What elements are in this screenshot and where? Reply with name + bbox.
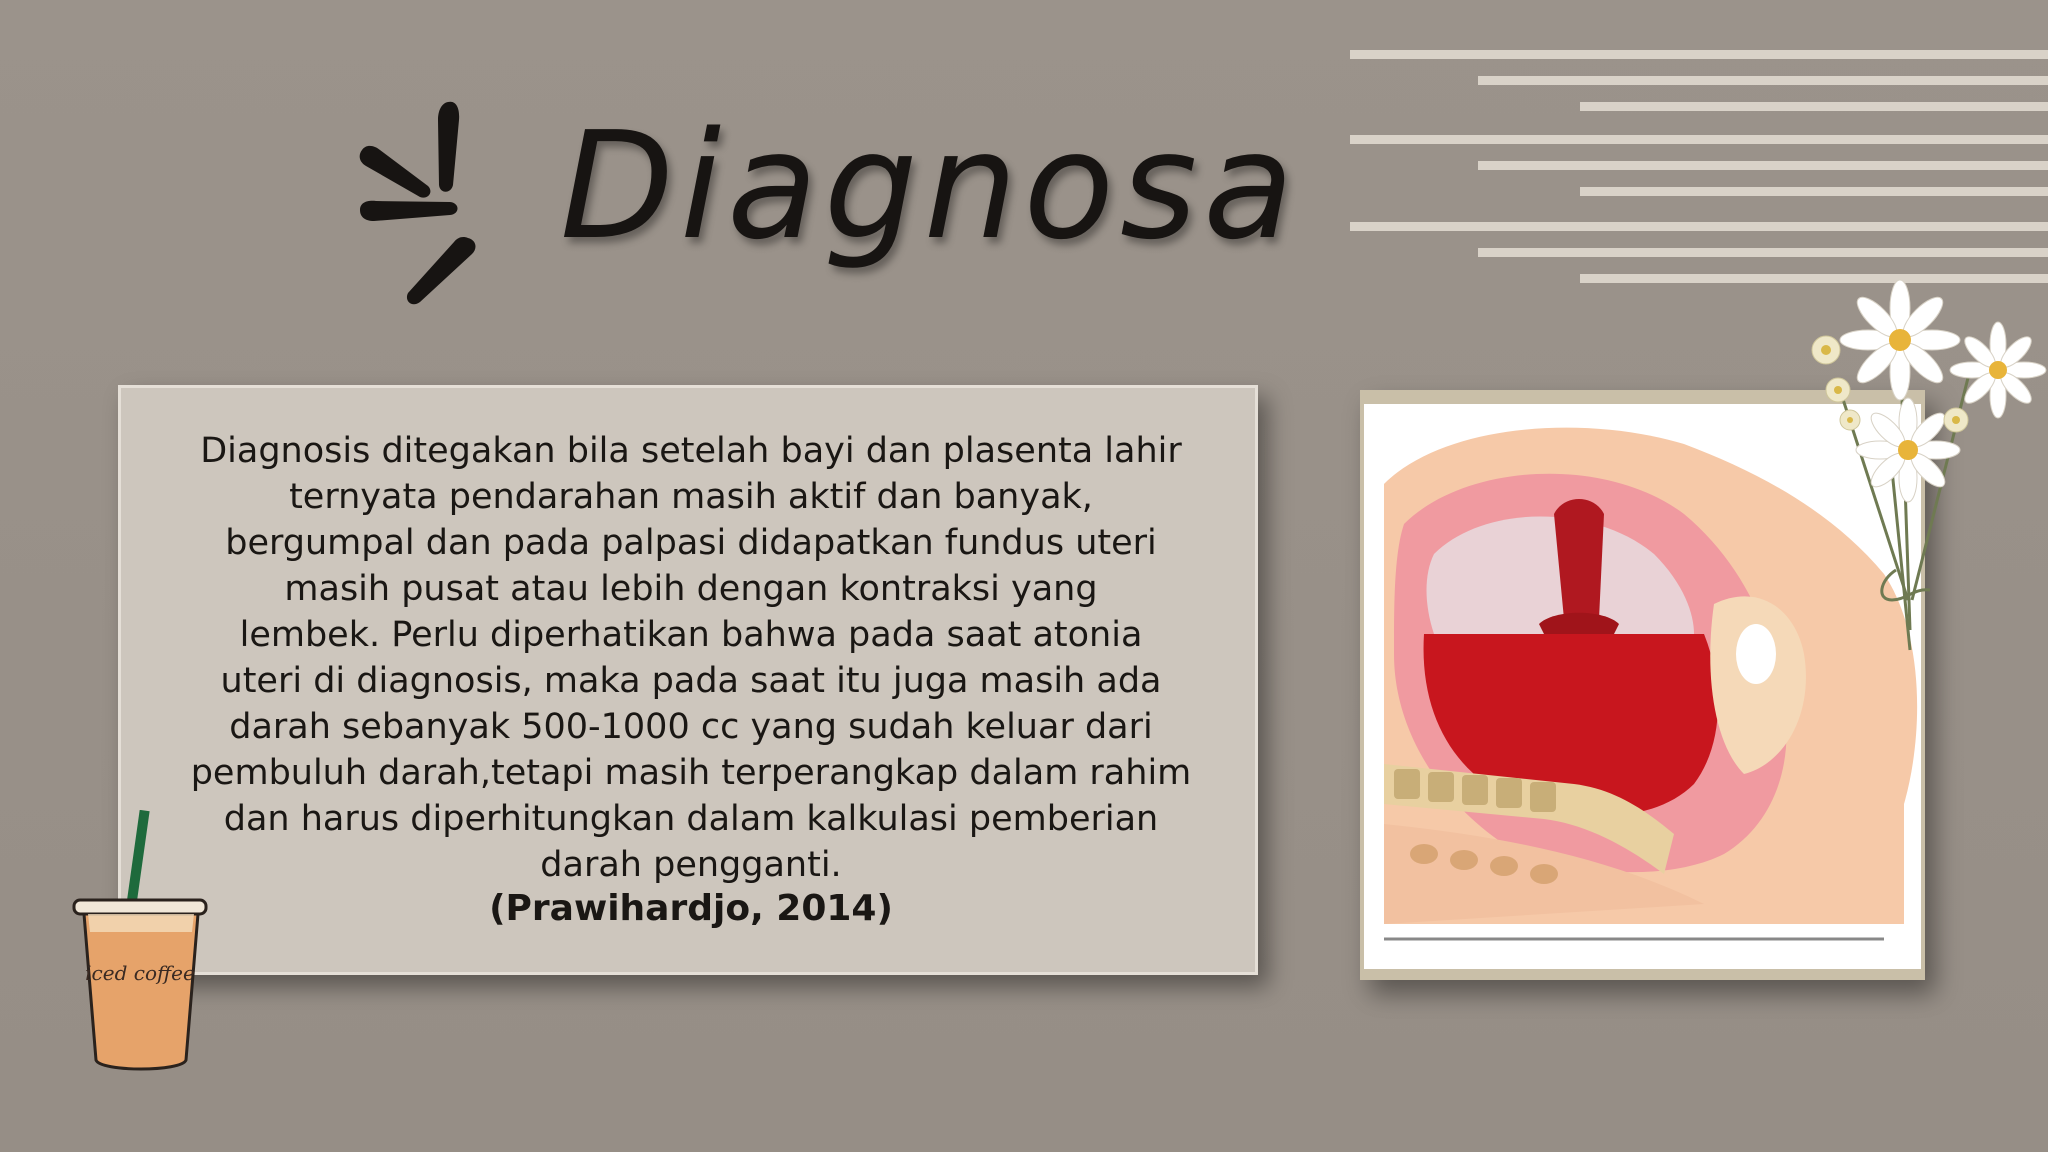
daisy-bouquet-icon <box>1780 270 2048 690</box>
body-line: darah sebanyak 500-1000 cc yang sudah keluar dari <box>229 707 1153 747</box>
body-line: Diagnosis ditegakan bila setelah bayi dan plasenta lahir <box>200 431 1182 471</box>
body-line: lembek. Perlu diperhatikan bahwa pada saat atonia <box>239 615 1143 655</box>
cup-label: iced coffee <box>85 961 195 985</box>
decorative-stripes <box>1350 50 2048 290</box>
citation: (Prawihardjo, 2014) <box>489 888 893 929</box>
iced-coffee-cup-icon <box>70 810 220 1080</box>
body-line: ternyata pendarahan masih aktif dan banyak, <box>289 477 1093 517</box>
body-text <box>181 428 1201 888</box>
body-line: bergumpal dan pada palpasi didapatkan fundus uteri <box>225 523 1157 563</box>
slide-title: Diagnosa <box>560 100 1300 272</box>
body-line: darah pengganti. <box>540 845 842 885</box>
body-line: masih pusat atau lebih dengan kontraksi yang <box>284 569 1098 609</box>
text-card <box>118 385 1258 975</box>
body-line: pembuluh darah,tetapi masih terperangkap dalam rahim <box>190 753 1192 793</box>
body-line: dan harus diperhitungkan dalam kalkulasi pemberian <box>223 799 1159 839</box>
burst-icon <box>340 90 500 320</box>
body-line: uteri di diagnosis, maka pada saat itu juga masih ada <box>220 661 1162 701</box>
title-group <box>340 90 1300 320</box>
